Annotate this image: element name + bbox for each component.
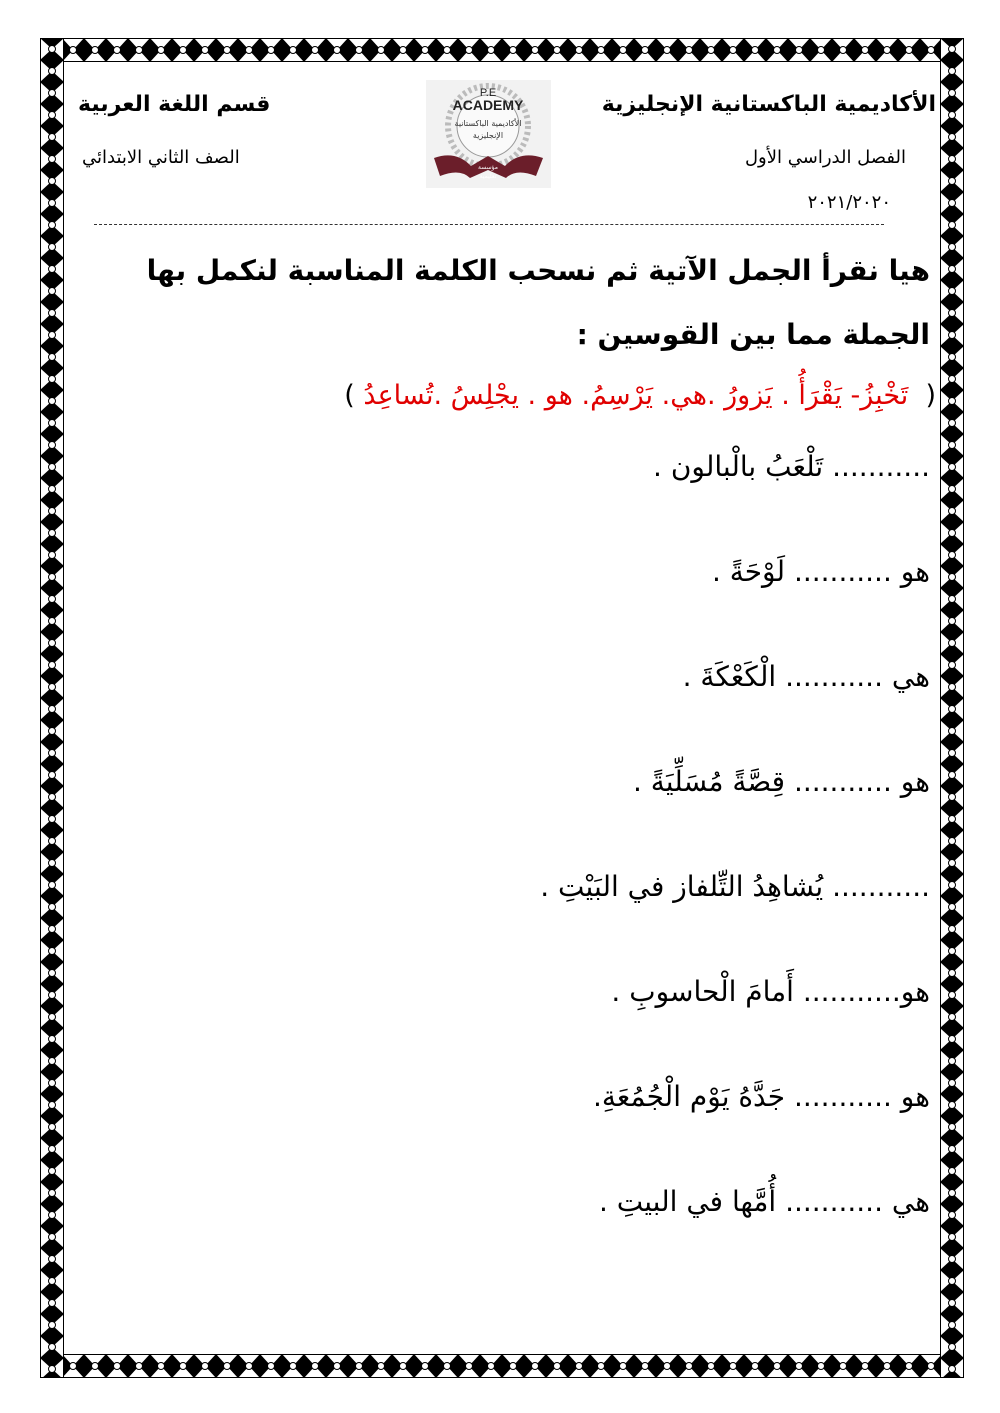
- word-bank: [344, 380, 936, 411]
- grade-label: الصف الثاني الابتدائي: [82, 147, 240, 168]
- department-name: قسم اللغة العربية: [78, 92, 271, 117]
- school-name: الأكاديمية الباكستانية الإنجليزية: [601, 92, 936, 117]
- border-right: [940, 38, 964, 1378]
- logo-line-arabic-2: الإنجليزية: [472, 131, 504, 140]
- question-6[interactable]: هو........... أَمامَ الْحاسوبِ .: [611, 975, 930, 1008]
- semester-label: الفصل الدراسي الأول: [744, 147, 906, 168]
- question-8[interactable]: هي ........... أُمَّها في البيتِ .: [598, 1185, 930, 1218]
- logo-line-academy: ACADEMY: [452, 97, 524, 113]
- instruction-line-2: الجملة مما بين القوسين :: [576, 318, 930, 351]
- question-7[interactable]: هو ........... جَدَّهُ يَوْم الْجُمُعَةِ.: [593, 1080, 930, 1113]
- academy-logo: [426, 80, 551, 188]
- logo-line-arabic-1: الأكاديمية الباكستانية: [454, 119, 522, 128]
- logo-line-arabic-3: مؤسسة: [478, 164, 498, 171]
- logo-line-arabic-4: تعليمية: [479, 173, 497, 180]
- border-bottom: [40, 1354, 964, 1378]
- word-bank-words[interactable]: تَخْبِزُ- يَقْرَأُ . يَزورُ .هي. يَرْسِمُ. هو . يجْلِسُ .تُساعِدُ: [363, 380, 909, 411]
- worksheet-page: [64, 62, 936, 1354]
- question-3[interactable]: هي ........... الْكَعْكَةَ .: [682, 660, 930, 693]
- border-top: [40, 38, 964, 62]
- academic-year: ٢٠٢١/٢٠٢٠: [807, 192, 891, 213]
- border-left: [40, 38, 64, 1378]
- word-bank-close-paren: ): [344, 380, 355, 411]
- question-4[interactable]: هو ........... قِصَّةً مُسَلِّيَةً .: [632, 765, 930, 798]
- dashed-divider: [94, 224, 884, 225]
- instruction-line-1: هيا نقرأ الجمل الآتية ثم نسحب الكلمة المناسبة لنكمل بها: [146, 254, 930, 287]
- question-2[interactable]: هو ........... لَوْحَةً .: [711, 555, 930, 588]
- question-1[interactable]: ........... تَلْعَبُ بالْبالون .: [653, 450, 930, 483]
- question-5[interactable]: ........... يُشاهِدُ التِّلفاز في البَيْتِ .: [540, 870, 930, 903]
- word-bank-open-paren: (: [925, 380, 936, 411]
- logo-line-pe: P.E: [479, 87, 497, 99]
